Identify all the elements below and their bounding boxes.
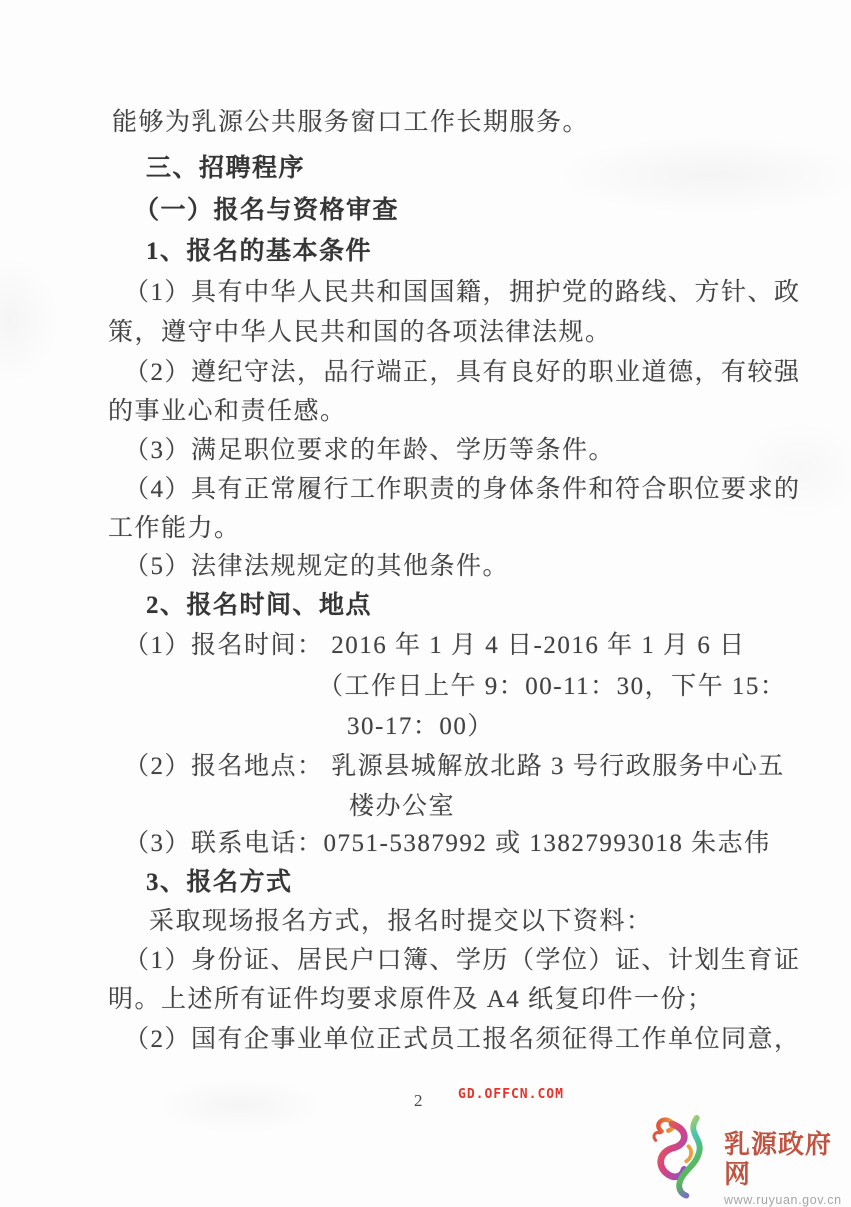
site-logo — [646, 1112, 851, 1207]
document-line: 策，遵守中华人民共和国的各项法律法规。 — [108, 319, 612, 346]
document-heading-item: 2、报名时间、地点 — [146, 592, 373, 619]
document-line: 明。上述所有证件均要求原件及 A4 纸复印件一份； — [108, 986, 714, 1013]
document-line: 采取现场报名方式，报名时提交以下资料： — [149, 908, 653, 935]
document-heading-item: 3、报名方式 — [146, 869, 293, 896]
document-line-signup-place: （2）报名地点： 乳源县城解放北路 3 号行政服务中心五 — [124, 753, 785, 780]
document-line: （1）身份证、居民户口簿、学历（学位）证、计划生育证 — [124, 947, 801, 974]
document-line: 工作能力。 — [108, 515, 241, 542]
document-line: （3）满足职位要求的年龄、学历等条件。 — [124, 437, 616, 464]
document-line: （1）具有中华人民共和国国籍，拥护党的路线、方针、政 — [124, 279, 801, 306]
scan-smudge — [590, 140, 830, 200]
dragon-logo-icon — [646, 1112, 722, 1200]
document-line: （5）法律法规规定的其他条件。 — [124, 553, 510, 580]
document-line: （2）遵纪守法，品行端正，具有良好的职业道德，有较强 — [124, 359, 801, 386]
page-number: 2 — [414, 1091, 423, 1110]
site-logo-text — [724, 1130, 851, 1207]
site-url: www.ruyuan.gov.cn — [724, 1192, 842, 1207]
document-line-signup-time: （1）报名时间： 2016 年 1 月 4 日-2016 年 1 月 6 日 — [124, 632, 746, 659]
document-line-contact-phone: （3）联系电话：0751-5387992 或 13827993018 朱志伟 — [124, 830, 771, 857]
site-name: 乳源政府网 — [724, 1130, 833, 1189]
document-line-signup-time-cont: （工作日上午 9：00-11：30，下午 15： — [318, 673, 787, 700]
document-heading-subsection: （一）报名与资格审查 — [134, 197, 400, 224]
document-line-signup-place-cont: 楼办公室 — [349, 793, 456, 820]
document-heading-section: 三、招聘程序 — [146, 155, 306, 182]
document-line: （4）具有正常履行工作职责的身体条件和符合职位要求的 — [124, 476, 801, 503]
document-line-signup-time-cont: 30-17：00） — [347, 713, 494, 740]
document-heading-item: 1、报名的基本条件 — [146, 238, 373, 265]
document-line: （2）国有企事业单位正式员工报名须征得工作单位同意， — [124, 1026, 801, 1053]
document-line: 能够为乳源公共服务窗口工作长期服务。 — [112, 109, 590, 136]
watermark-offcn: GD.OFFCN.COM — [458, 1087, 564, 1102]
document-line: 的事业心和责任感。 — [108, 398, 347, 425]
